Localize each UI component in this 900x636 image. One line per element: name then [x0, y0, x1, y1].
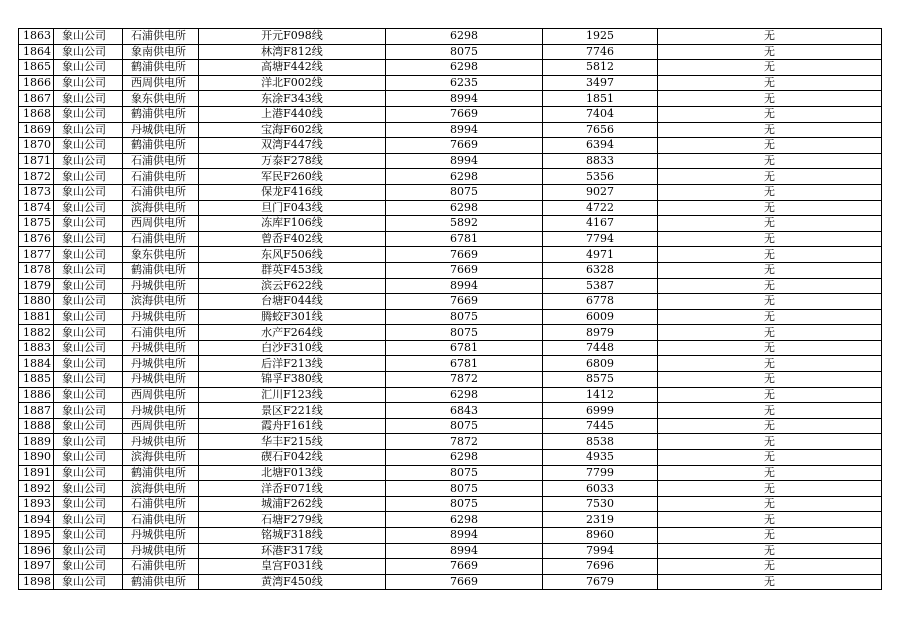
value-b-cell: 7445 — [543, 418, 658, 434]
value-b-cell: 6809 — [543, 356, 658, 372]
company-cell: 象山公司 — [54, 496, 123, 512]
value-a-cell: 7872 — [386, 434, 543, 450]
table-row — [19, 387, 882, 403]
station-cell: 石浦供电所 — [123, 496, 199, 512]
line-name-cell: 华丰F215线 — [199, 434, 386, 450]
table-row — [19, 434, 882, 450]
station-cell: 石浦供电所 — [123, 512, 199, 528]
line-name-cell: 军民F260线 — [199, 169, 386, 185]
row-number-cell: 1877 — [19, 247, 54, 263]
remark-cell: 无 — [658, 247, 882, 263]
company-cell: 象山公司 — [54, 200, 123, 216]
company-cell: 象山公司 — [54, 434, 123, 450]
table-row — [19, 184, 882, 200]
row-number-cell: 1885 — [19, 372, 54, 388]
value-b-cell: 6394 — [543, 138, 658, 154]
table-row — [19, 528, 882, 544]
value-b-cell: 5387 — [543, 278, 658, 294]
row-number-cell: 1865 — [19, 60, 54, 76]
company-cell: 象山公司 — [54, 325, 123, 341]
line-name-cell: 洋北F002线 — [199, 75, 386, 91]
row-number-cell: 1876 — [19, 231, 54, 247]
line-name-cell: 群英F453线 — [199, 262, 386, 278]
row-number-cell: 1884 — [19, 356, 54, 372]
station-cell: 西周供电所 — [123, 418, 199, 434]
remark-cell: 无 — [658, 138, 882, 154]
remark-cell: 无 — [658, 418, 882, 434]
line-name-cell: 腾蛟F301线 — [199, 309, 386, 325]
company-cell: 象山公司 — [54, 247, 123, 263]
value-a-cell: 5892 — [386, 216, 543, 232]
value-a-cell: 6781 — [386, 340, 543, 356]
line-name-cell: 双湾F447线 — [199, 138, 386, 154]
station-cell: 滨海供电所 — [123, 450, 199, 466]
row-number-cell: 1890 — [19, 450, 54, 466]
station-cell: 鹤浦供电所 — [123, 106, 199, 122]
company-cell: 象山公司 — [54, 91, 123, 107]
row-number-cell: 1886 — [19, 387, 54, 403]
value-a-cell: 6298 — [386, 200, 543, 216]
station-cell: 滨海供电所 — [123, 481, 199, 497]
station-cell: 鹤浦供电所 — [123, 574, 199, 590]
value-a-cell: 7669 — [386, 294, 543, 310]
remark-cell: 无 — [658, 325, 882, 341]
value-b-cell: 8575 — [543, 372, 658, 388]
value-a-cell: 8075 — [386, 325, 543, 341]
value-b-cell: 8960 — [543, 528, 658, 544]
remark-cell: 无 — [658, 403, 882, 419]
table-row — [19, 91, 882, 107]
table-row — [19, 44, 882, 60]
value-a-cell: 7669 — [386, 262, 543, 278]
row-number-cell: 1895 — [19, 528, 54, 544]
line-name-cell: 景区F221线 — [199, 403, 386, 419]
value-b-cell: 3497 — [543, 75, 658, 91]
company-cell: 象山公司 — [54, 481, 123, 497]
row-number-cell: 1894 — [19, 512, 54, 528]
company-cell: 象山公司 — [54, 387, 123, 403]
line-name-cell: 黄湾F450线 — [199, 574, 386, 590]
station-cell: 西周供电所 — [123, 216, 199, 232]
table-body — [19, 29, 882, 590]
table-row — [19, 106, 882, 122]
table-row — [19, 200, 882, 216]
remark-cell: 无 — [658, 574, 882, 590]
remark-cell: 无 — [658, 559, 882, 575]
row-number-cell: 1897 — [19, 559, 54, 575]
row-number-cell: 1883 — [19, 340, 54, 356]
company-cell: 象山公司 — [54, 216, 123, 232]
row-number-cell: 1875 — [19, 216, 54, 232]
value-b-cell: 4971 — [543, 247, 658, 263]
table-row — [19, 278, 882, 294]
station-cell: 石浦供电所 — [123, 559, 199, 575]
table-row — [19, 418, 882, 434]
value-b-cell: 5812 — [543, 60, 658, 76]
remark-cell: 无 — [658, 216, 882, 232]
company-cell: 象山公司 — [54, 372, 123, 388]
line-name-cell: 白沙F310线 — [199, 340, 386, 356]
value-b-cell: 7530 — [543, 496, 658, 512]
remark-cell: 无 — [658, 262, 882, 278]
company-cell: 象山公司 — [54, 184, 123, 200]
line-name-cell: 旦门F043线 — [199, 200, 386, 216]
table-row — [19, 231, 882, 247]
line-name-cell: 城浦F262线 — [199, 496, 386, 512]
table-row — [19, 465, 882, 481]
remark-cell: 无 — [658, 200, 882, 216]
line-name-cell: 宝海F602线 — [199, 122, 386, 138]
value-a-cell: 8075 — [386, 418, 543, 434]
line-name-cell: 保龙F416线 — [199, 184, 386, 200]
company-cell: 象山公司 — [54, 528, 123, 544]
value-b-cell: 9027 — [543, 184, 658, 200]
remark-cell: 无 — [658, 29, 882, 45]
station-cell: 鹤浦供电所 — [123, 60, 199, 76]
value-a-cell: 8075 — [386, 44, 543, 60]
value-b-cell: 7448 — [543, 340, 658, 356]
line-name-cell: 水产F264线 — [199, 325, 386, 341]
station-cell: 丹城供电所 — [123, 340, 199, 356]
value-b-cell: 4935 — [543, 450, 658, 466]
table-row — [19, 356, 882, 372]
table-row — [19, 372, 882, 388]
row-number-cell: 1892 — [19, 481, 54, 497]
company-cell: 象山公司 — [54, 309, 123, 325]
value-b-cell: 7994 — [543, 543, 658, 559]
company-cell: 象山公司 — [54, 465, 123, 481]
station-cell: 丹城供电所 — [123, 278, 199, 294]
company-cell: 象山公司 — [54, 138, 123, 154]
remark-cell: 无 — [658, 450, 882, 466]
row-number-cell: 1873 — [19, 184, 54, 200]
station-cell: 西周供电所 — [123, 387, 199, 403]
line-name-cell: 高塘F442线 — [199, 60, 386, 76]
company-cell: 象山公司 — [54, 169, 123, 185]
station-cell: 象东供电所 — [123, 247, 199, 263]
value-b-cell: 1851 — [543, 91, 658, 107]
value-a-cell: 6235 — [386, 75, 543, 91]
remark-cell: 无 — [658, 481, 882, 497]
remark-cell: 无 — [658, 543, 882, 559]
remark-cell: 无 — [658, 184, 882, 200]
company-cell: 象山公司 — [54, 294, 123, 310]
station-cell: 丹城供电所 — [123, 543, 199, 559]
value-a-cell: 7669 — [386, 138, 543, 154]
row-number-cell: 1870 — [19, 138, 54, 154]
table-row — [19, 325, 882, 341]
value-b-cell: 8833 — [543, 153, 658, 169]
line-name-cell: 林湾F812线 — [199, 44, 386, 60]
table-row — [19, 294, 882, 310]
value-a-cell: 8994 — [386, 91, 543, 107]
value-b-cell: 1925 — [543, 29, 658, 45]
line-name-cell: 台塘F044线 — [199, 294, 386, 310]
value-a-cell: 8075 — [386, 465, 543, 481]
value-b-cell: 7799 — [543, 465, 658, 481]
value-b-cell: 1412 — [543, 387, 658, 403]
table-row — [19, 138, 882, 154]
line-name-cell: 锦孚F380线 — [199, 372, 386, 388]
line-name-cell: 冻库F106线 — [199, 216, 386, 232]
value-a-cell: 6298 — [386, 387, 543, 403]
company-cell: 象山公司 — [54, 122, 123, 138]
value-b-cell: 8538 — [543, 434, 658, 450]
line-name-cell: 东风F506线 — [199, 247, 386, 263]
row-number-cell: 1871 — [19, 153, 54, 169]
value-a-cell: 7669 — [386, 106, 543, 122]
line-name-cell: 曾岙F402线 — [199, 231, 386, 247]
value-b-cell: 7746 — [543, 44, 658, 60]
row-number-cell: 1898 — [19, 574, 54, 590]
company-cell: 象山公司 — [54, 29, 123, 45]
remark-cell: 无 — [658, 512, 882, 528]
line-name-cell: 滨云F622线 — [199, 278, 386, 294]
line-name-cell: 万泰F278线 — [199, 153, 386, 169]
remark-cell: 无 — [658, 356, 882, 372]
table-row — [19, 122, 882, 138]
station-cell: 丹城供电所 — [123, 356, 199, 372]
company-cell: 象山公司 — [54, 450, 123, 466]
company-cell: 象山公司 — [54, 44, 123, 60]
company-cell: 象山公司 — [54, 559, 123, 575]
row-number-cell: 1887 — [19, 403, 54, 419]
row-number-cell: 1864 — [19, 44, 54, 60]
table-row — [19, 403, 882, 419]
value-b-cell: 6009 — [543, 309, 658, 325]
remark-cell: 无 — [658, 465, 882, 481]
value-b-cell: 6033 — [543, 481, 658, 497]
value-a-cell: 6298 — [386, 169, 543, 185]
value-b-cell: 7404 — [543, 106, 658, 122]
value-a-cell: 6298 — [386, 29, 543, 45]
value-b-cell: 7679 — [543, 574, 658, 590]
remark-cell: 无 — [658, 60, 882, 76]
value-a-cell: 8075 — [386, 309, 543, 325]
table-row — [19, 559, 882, 575]
row-number-cell: 1881 — [19, 309, 54, 325]
value-a-cell: 6781 — [386, 356, 543, 372]
value-a-cell: 6298 — [386, 450, 543, 466]
line-name-cell: 环港F317线 — [199, 543, 386, 559]
value-a-cell: 8994 — [386, 528, 543, 544]
station-cell: 鹤浦供电所 — [123, 138, 199, 154]
line-name-cell: 霞舟F161线 — [199, 418, 386, 434]
row-number-cell: 1872 — [19, 169, 54, 185]
row-number-cell: 1891 — [19, 465, 54, 481]
remark-cell: 无 — [658, 528, 882, 544]
remark-cell: 无 — [658, 169, 882, 185]
station-cell: 鹤浦供电所 — [123, 262, 199, 278]
row-number-cell: 1888 — [19, 418, 54, 434]
value-a-cell: 8075 — [386, 496, 543, 512]
line-name-cell: 皇宫F031线 — [199, 559, 386, 575]
value-b-cell: 4722 — [543, 200, 658, 216]
company-cell: 象山公司 — [54, 153, 123, 169]
value-b-cell: 6328 — [543, 262, 658, 278]
table-row — [19, 512, 882, 528]
station-cell: 丹城供电所 — [123, 122, 199, 138]
company-cell: 象山公司 — [54, 60, 123, 76]
remark-cell: 无 — [658, 44, 882, 60]
line-name-cell: 石塘F279线 — [199, 512, 386, 528]
table-row — [19, 247, 882, 263]
station-cell: 石浦供电所 — [123, 325, 199, 341]
value-b-cell: 2319 — [543, 512, 658, 528]
company-cell: 象山公司 — [54, 278, 123, 294]
station-cell: 象南供电所 — [123, 44, 199, 60]
row-number-cell: 1863 — [19, 29, 54, 45]
line-name-cell: 洋岙F071线 — [199, 481, 386, 497]
remark-cell: 无 — [658, 278, 882, 294]
row-number-cell: 1874 — [19, 200, 54, 216]
line-name-cell: 后洋F213线 — [199, 356, 386, 372]
company-cell: 象山公司 — [54, 512, 123, 528]
station-cell: 丹城供电所 — [123, 403, 199, 419]
value-b-cell: 7696 — [543, 559, 658, 575]
row-number-cell: 1880 — [19, 294, 54, 310]
station-cell: 丹城供电所 — [123, 528, 199, 544]
table-row — [19, 216, 882, 232]
station-cell: 鹤浦供电所 — [123, 465, 199, 481]
row-number-cell: 1878 — [19, 262, 54, 278]
value-a-cell: 7872 — [386, 372, 543, 388]
value-a-cell: 6781 — [386, 231, 543, 247]
company-cell: 象山公司 — [54, 403, 123, 419]
value-a-cell: 8994 — [386, 122, 543, 138]
line-name-cell: 上港F440线 — [199, 106, 386, 122]
value-a-cell: 8994 — [386, 278, 543, 294]
value-b-cell: 6778 — [543, 294, 658, 310]
remark-cell: 无 — [658, 294, 882, 310]
station-cell: 丹城供电所 — [123, 372, 199, 388]
row-number-cell: 1893 — [19, 496, 54, 512]
line-name-cell: 汇川F123线 — [199, 387, 386, 403]
remark-cell: 无 — [658, 340, 882, 356]
row-number-cell: 1889 — [19, 434, 54, 450]
remark-cell: 无 — [658, 309, 882, 325]
value-a-cell: 7669 — [386, 247, 543, 263]
table-row — [19, 450, 882, 466]
row-number-cell: 1866 — [19, 75, 54, 91]
value-b-cell: 6999 — [543, 403, 658, 419]
value-a-cell: 8075 — [386, 481, 543, 497]
company-cell: 象山公司 — [54, 574, 123, 590]
value-a-cell: 8994 — [386, 543, 543, 559]
station-cell: 滨海供电所 — [123, 294, 199, 310]
station-cell: 石浦供电所 — [123, 169, 199, 185]
table-row — [19, 60, 882, 76]
remark-cell: 无 — [658, 122, 882, 138]
line-name-cell: 铭城F318线 — [199, 528, 386, 544]
value-b-cell: 5356 — [543, 169, 658, 185]
value-a-cell: 7669 — [386, 559, 543, 575]
table-row — [19, 574, 882, 590]
value-a-cell: 6298 — [386, 512, 543, 528]
remark-cell: 无 — [658, 153, 882, 169]
company-cell: 象山公司 — [54, 262, 123, 278]
line-name-cell: 东涂F343线 — [199, 91, 386, 107]
company-cell: 象山公司 — [54, 75, 123, 91]
table-row — [19, 153, 882, 169]
table-row — [19, 543, 882, 559]
table-row — [19, 75, 882, 91]
station-cell: 西周供电所 — [123, 75, 199, 91]
line-name-cell: 开元F098线 — [199, 29, 386, 45]
remark-cell: 无 — [658, 91, 882, 107]
station-cell: 丹城供电所 — [123, 434, 199, 450]
value-b-cell: 8979 — [543, 325, 658, 341]
row-number-cell: 1869 — [19, 122, 54, 138]
table-row — [19, 262, 882, 278]
company-cell: 象山公司 — [54, 106, 123, 122]
table-row — [19, 29, 882, 45]
row-number-cell: 1882 — [19, 325, 54, 341]
remark-cell: 无 — [658, 75, 882, 91]
table-row — [19, 309, 882, 325]
value-a-cell: 7669 — [386, 574, 543, 590]
row-number-cell: 1868 — [19, 106, 54, 122]
row-number-cell: 1879 — [19, 278, 54, 294]
company-cell: 象山公司 — [54, 340, 123, 356]
table-row — [19, 340, 882, 356]
station-cell: 石浦供电所 — [123, 29, 199, 45]
line-name-cell: 北塘F013线 — [199, 465, 386, 481]
table-row — [19, 481, 882, 497]
remark-cell: 无 — [658, 434, 882, 450]
company-cell: 象山公司 — [54, 418, 123, 434]
value-a-cell: 6843 — [386, 403, 543, 419]
value-a-cell: 8994 — [386, 153, 543, 169]
data-table — [18, 28, 882, 590]
remark-cell: 无 — [658, 106, 882, 122]
company-cell: 象山公司 — [54, 543, 123, 559]
company-cell: 象山公司 — [54, 231, 123, 247]
value-b-cell: 7656 — [543, 122, 658, 138]
value-a-cell: 8075 — [386, 184, 543, 200]
company-cell: 象山公司 — [54, 356, 123, 372]
station-cell: 丹城供电所 — [123, 309, 199, 325]
line-name-cell: 碶石F042线 — [199, 450, 386, 466]
value-b-cell: 7794 — [543, 231, 658, 247]
row-number-cell: 1867 — [19, 91, 54, 107]
station-cell: 滨海供电所 — [123, 200, 199, 216]
table-row — [19, 169, 882, 185]
value-b-cell: 4167 — [543, 216, 658, 232]
table-row — [19, 496, 882, 512]
station-cell: 石浦供电所 — [123, 231, 199, 247]
station-cell: 象东供电所 — [123, 91, 199, 107]
remark-cell: 无 — [658, 496, 882, 512]
row-number-cell: 1896 — [19, 543, 54, 559]
station-cell: 石浦供电所 — [123, 153, 199, 169]
remark-cell: 无 — [658, 387, 882, 403]
remark-cell: 无 — [658, 231, 882, 247]
station-cell: 石浦供电所 — [123, 184, 199, 200]
remark-cell: 无 — [658, 372, 882, 388]
value-a-cell: 6298 — [386, 60, 543, 76]
